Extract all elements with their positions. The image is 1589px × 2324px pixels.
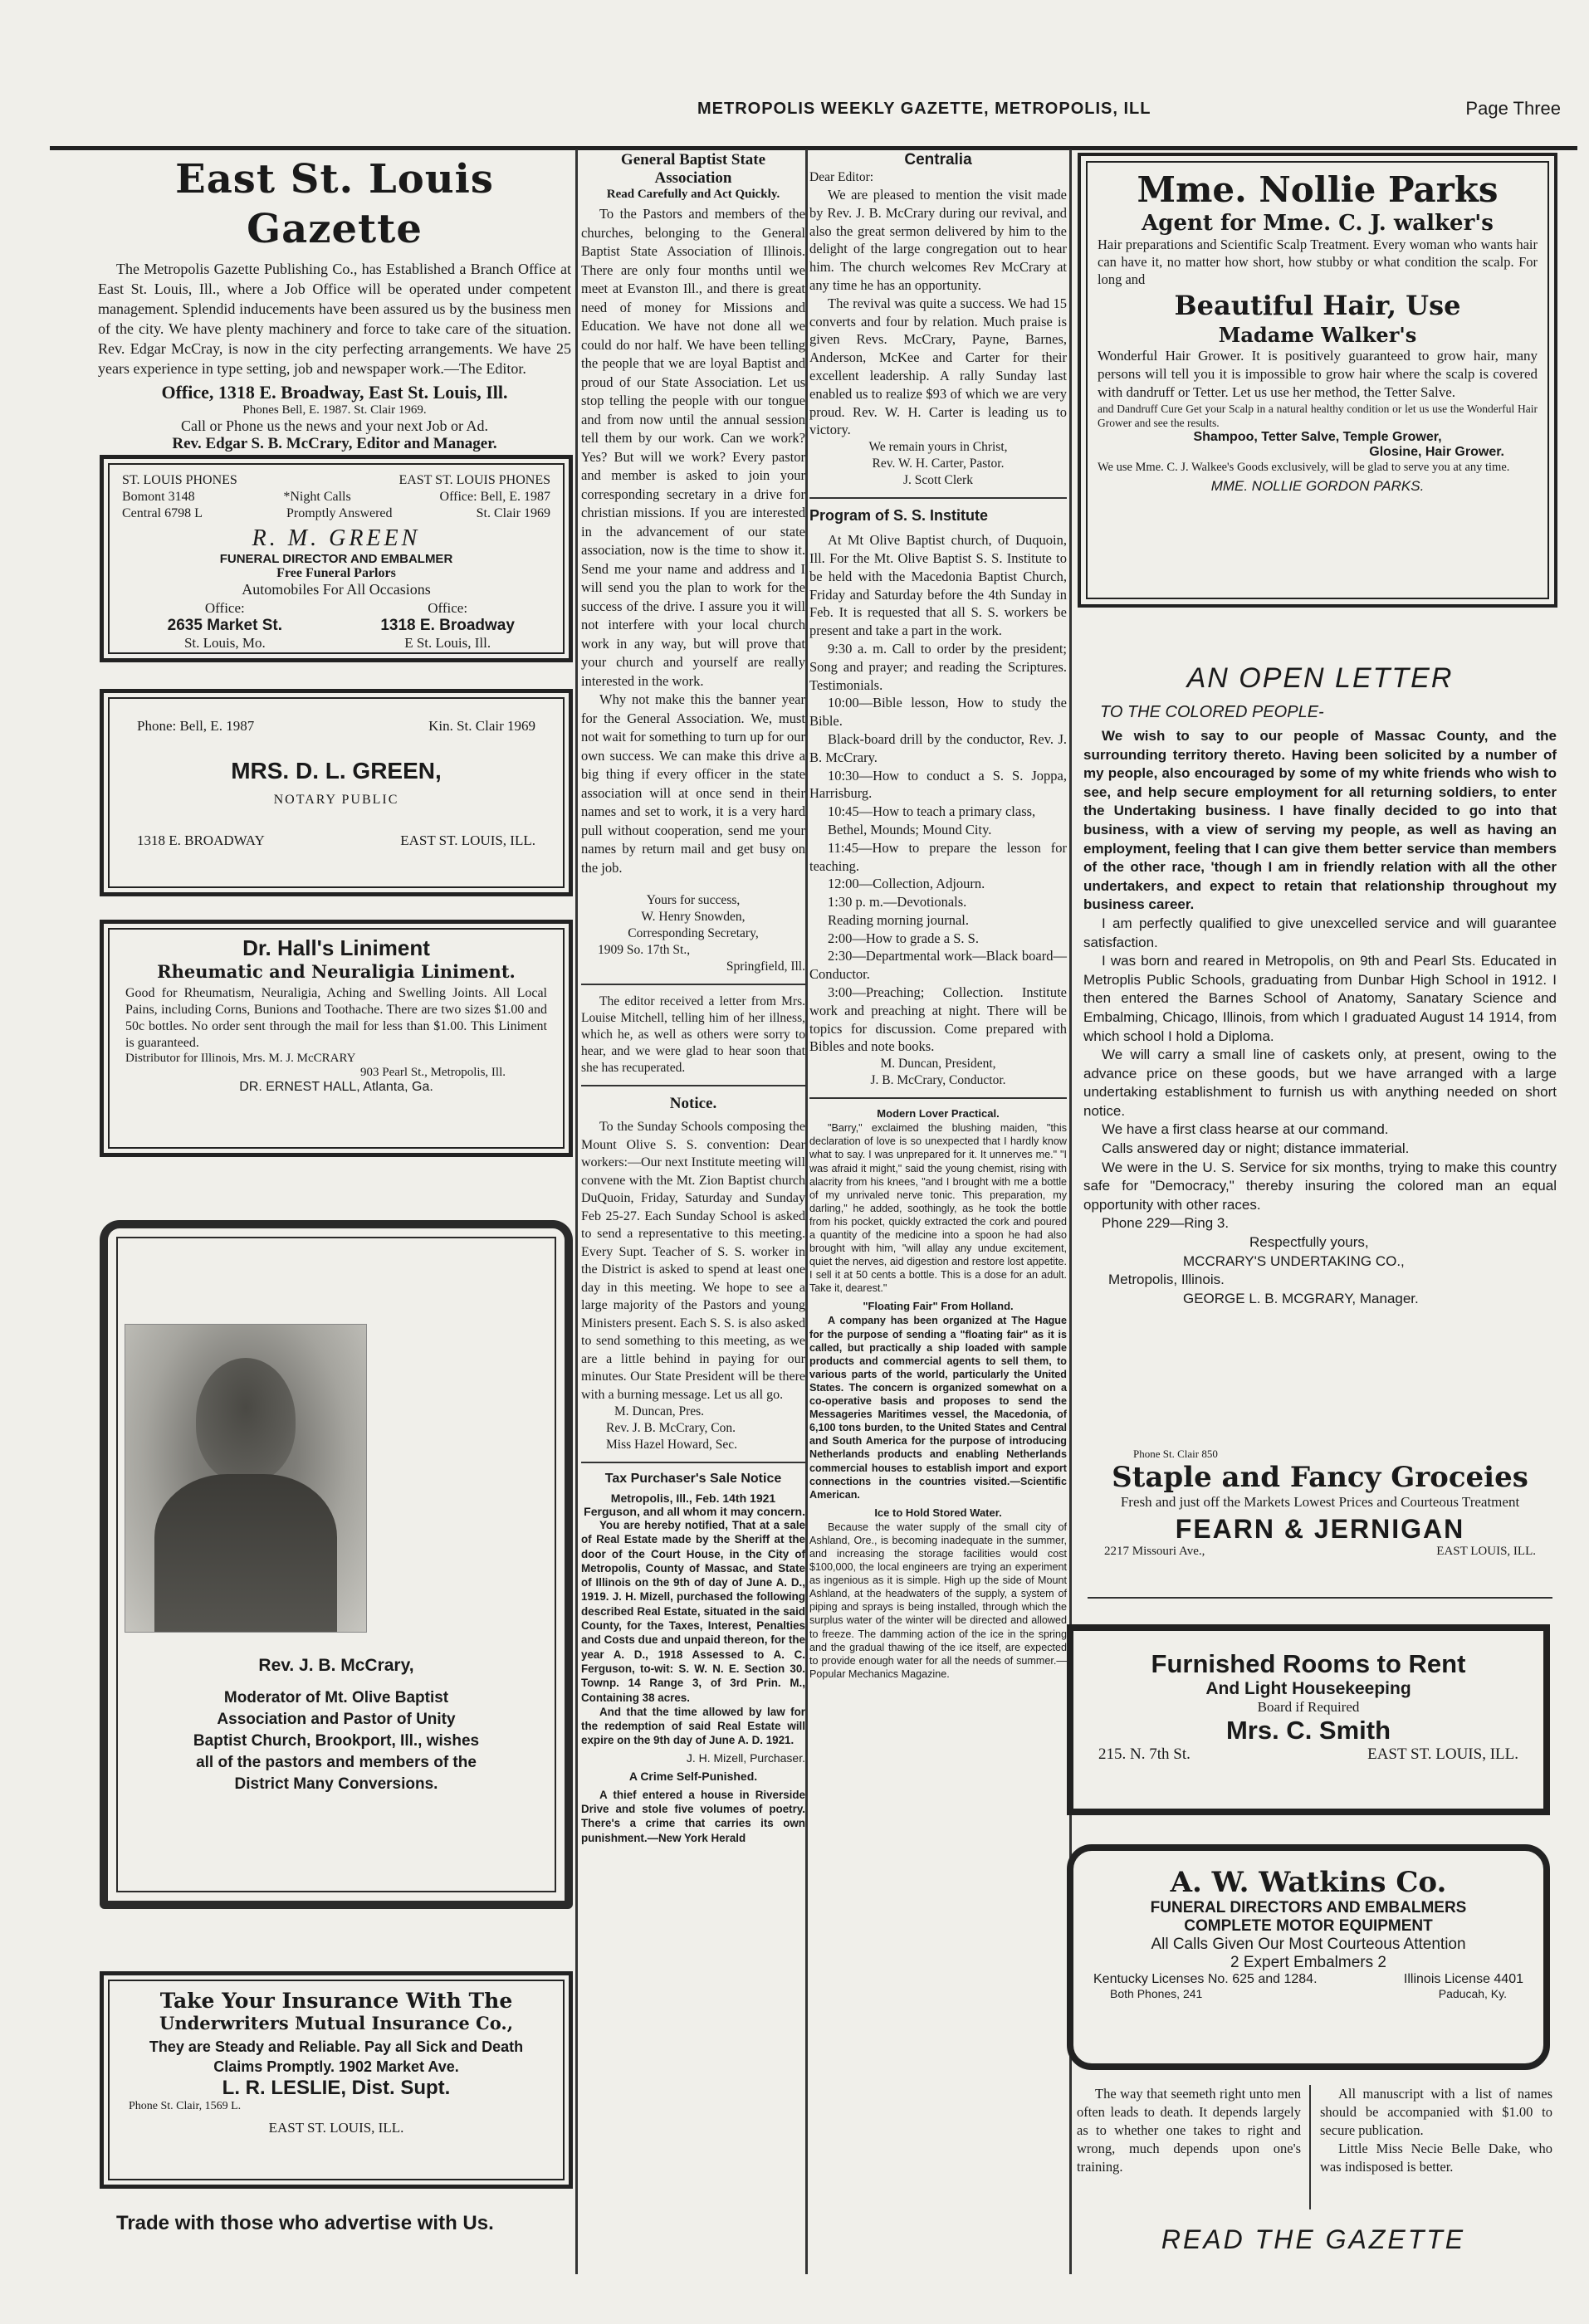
program-item: 11:45—How to prepare the lesson for teaching. xyxy=(809,839,1067,874)
column-rule xyxy=(575,149,578,2274)
parks-products: Shampoo, Tetter Salve, Temple Grower, xyxy=(1193,430,1442,444)
notary-phone-left: Phone: Bell, E. 1987 xyxy=(137,718,255,734)
portrait-caption-block xyxy=(125,1656,548,1795)
divider xyxy=(809,1097,1067,1099)
notary-name: MRS. D. L. GREEN, xyxy=(231,758,442,784)
rooms-city: EAST ST. LOUIS, ILL. xyxy=(1367,1745,1518,1763)
gazette-phones: Phones Bell, E. 1987. St. Clair 1969. xyxy=(242,403,427,417)
office1-label: Office: xyxy=(204,600,245,616)
parks-madame: Madame Walker's xyxy=(1218,323,1417,347)
portrait-head xyxy=(196,1358,296,1482)
page-number: Page Three xyxy=(1465,98,1561,119)
program-sig-1: M. Duncan, President, xyxy=(880,1057,996,1072)
green-title: FUNERAL DIRECTOR AND EMBALMER xyxy=(219,552,453,566)
assoc-role: Corresponding Secretary, xyxy=(628,926,759,940)
parks-body-2: Wonderful Hair Grower. It is positively guaranteed to grow hair, many persons will tell you it is impossible to grow hair where the scalp is covered with dandruff or Tetter. Let us use her method, the Tetter Salve. xyxy=(1098,348,1538,400)
ice-title: Ice to Hold Stored Water. xyxy=(874,1506,1002,1519)
grocery-addr: 2217 Missouri Ave., xyxy=(1104,1545,1205,1558)
insurance-title: Take Your Insurance With The xyxy=(159,1989,513,2013)
promptly-answered: Promptly Answered xyxy=(286,506,393,520)
masthead xyxy=(50,90,1577,150)
notice-sig-3: Miss Hazel Howard, Sec. xyxy=(606,1438,737,1452)
insurance-agent: L. R. LESLIE, Dist. Supt. xyxy=(222,2077,451,2099)
centralia-sig-2: J. Scott Clerk xyxy=(903,473,973,488)
gazette-call: Call or Phone us the news and your next Job or Ad. xyxy=(181,417,488,434)
green-funeral-ad xyxy=(100,455,573,662)
centralia-body-2: The revival was quite a success. We had 15 converts and four by relation. Much praise is given Revs. McCrary, Payne, Barnes, Anderson, McKee and Carter for their excellent leadership. A rally Sunday last enabled us to realize $93 of which we are very proud. Rev. W. H. Carter is leading us to victory. xyxy=(809,295,1067,438)
notice-sig-2: Rev. J. B. McCrary, Con. xyxy=(606,1421,736,1435)
centralia-sig-1: Rev. W. H. Carter, Pastor. xyxy=(872,456,1005,471)
notice-body: To the Sunday Schools composing the Mount Olive S. S. convention: Dear workers:—Our next Institute meeting will convene with the Mt. Zion Baptist church DuQuoin, Friday, Saturday and Sunday Feb 25-27. Each Sunday School is asked to send a representative to this meeting. Every Supt. Teacher of S. S. worker in the District is asked to spend at least one day in this meeting. We hope to see a large majority of the Pastors and young Ministers present. Each S. S. is also asked to send something to this meeting, as we are a little behind in paying for our minutes. Our State President will be there with a burning message. Let us all go. xyxy=(581,1120,805,1402)
office1-addr: 2635 Market St. xyxy=(167,617,283,634)
letter-p3: I was born and reared in Metropolis, on 9th and Pearl Sts. Educated in Metroplis Public Schools, graduating from Dunbar High School in 1912. I then entered the Barnes School of Anatomy, Sanatary Science and Embalming, Chicago, Illinois, from which I graduated August 14 1914, from which school I hold a Diploma. xyxy=(1083,953,1557,1044)
notary-title: NOTARY PUBLIC xyxy=(273,793,399,807)
program-items xyxy=(809,640,1067,1056)
letter-p7: We were in the U. S. Service for six months, trying to make this country safe for "Democracy," thereby insuring the colored man an equal opportunity with other races. xyxy=(1083,1159,1557,1213)
tax-title: Tax Purchaser's Sale Notice xyxy=(604,1472,782,1486)
green-autos: Automobiles For All Occasions xyxy=(242,581,431,598)
parks-title: Mme. Nollie Parks xyxy=(1137,169,1499,210)
dake-note: Little Miss Necie Belle Dake, who was indisposed is better. xyxy=(1320,2141,1552,2175)
column-rule xyxy=(805,149,808,2274)
watkins-l5b: Illinois License 4401 xyxy=(1403,1972,1523,1986)
liniment-ad xyxy=(100,920,573,1157)
stl-phones: ST. LOUIS PHONES xyxy=(122,473,237,487)
letter-p2: I am perfectly qualified to give unexcelled service and will guarantee satisfaction. xyxy=(1083,915,1557,950)
program-item: 2:30—Departmental work—Black board—Conductor. xyxy=(809,948,1067,983)
trade-slogan: Trade with those who advertise with Us. xyxy=(116,2212,494,2234)
watkins-l6b: Paducah, Ky. xyxy=(1438,1987,1507,2000)
tax-to: Ferguson, and all whom it may concern. xyxy=(584,1505,805,1518)
office2-city: E St. Louis, Ill. xyxy=(404,635,491,651)
green-parlors: Free Funeral Parlors xyxy=(276,566,396,580)
portrait-name: Rev. J. B. McCrary, xyxy=(258,1656,414,1675)
column-left xyxy=(98,149,571,453)
liniment-subtitle: Rheumatic and Neuraligia Liniment. xyxy=(157,961,516,982)
watkins-title: A. W. Watkins Co. xyxy=(1170,1866,1447,1899)
office2-addr: 1318 E. Broadway xyxy=(380,617,515,634)
assoc-kicker: Read Carefully and Act Quickly. xyxy=(606,188,780,201)
parks-body-3: and Dandruff Cure Get your Scalp in a natural healthy condition or let us use the Wonderful Hair Grower and see the results. xyxy=(1098,403,1538,429)
program-body: At Mt Olive Baptist church, of Duquoin, Ill. For the Mt. Olive Baptist S. S. Institute to be held with the Macedonia Baptist Church, Friday and Saturday before the 4th Sunday in Feb. It is requested that all S. S. workers be present and take a part in the work. xyxy=(809,532,1067,639)
lover-body: "Barry," exclaimed the blushing maiden, "this declaration of love is so unexpected that I hardly know what to say. I was unprepared for it. It unnerves me." "I was afraid it might," said the young chemist, rising with alacrity from his knees, "and I brought with me a bottle of my unrivaled nerve tonic. This preparation, my darling," he added, soothingly, as he took the bottle from his pocket, quickly extracted the cork and poured a quantity of the medicine into a spoon he had also brought with him, "will allay any undue excitement, quiet the nerves, aid digestion and restore lost appetite. I sell it at 50 cents a bottle. This is a dose for an adult. Take it, dearest." xyxy=(809,1122,1067,1295)
parks-body-4: We use Mme. C. J. Walkee's Goods exclusively, will be glad to serve you at any time. xyxy=(1098,461,1510,474)
assoc-title: General Baptist State Association xyxy=(620,151,766,187)
liniment-doctor: DR. ERNEST HALL, Atlanta, Ga. xyxy=(239,1080,433,1094)
watkins-l4: 2 Expert Embalmers 2 xyxy=(1230,1954,1386,1971)
tax-dateline: Metropolis, Ill., Feb. 14th 1921 xyxy=(610,1492,776,1505)
notary-phone-right: Kin. St. Clair 1969 xyxy=(428,718,535,734)
centralia-greeting: Dear Editor: xyxy=(809,170,874,184)
letter-company: MCCRARY'S UNDERTAKING CO., xyxy=(1183,1252,1405,1269)
liniment-title: Dr. Hall's Liniment xyxy=(242,935,430,960)
program-item: 2:00—How to grade a S. S. xyxy=(828,930,979,946)
letter-p1: We wish to say to our people of Massac County, and the surrounding territory thereto. Having been solicited by a number of my people, also encouraged by some of my white friends who wish to see, and help secure employment for all returning soldiers, to enter the Undertaking business. I have finally decided to go into that business, with a view of serving my people, as well as having an employment, feeling that I can give them better service than members of the other race, 'though I am in friendly relation with all the other undertakers, and expect to retain that relationship throughout my business career. xyxy=(1083,728,1557,913)
stclair-phone: St. Clair 1969 xyxy=(476,506,550,520)
centralia-body-1: We are pleased to mention the visit made by Rev. J. B. McCrary during our revival, and also the great sermon delivered by him to the delight of the large congregation out to hear him. The church welcomes Rev McCrary at any time he has an opportunity. xyxy=(809,187,1067,293)
green-name: R. M. GREEN xyxy=(252,525,421,551)
assoc-city: Springfield, Ill. xyxy=(726,959,805,974)
program-item: Black-board drill by the conductor, Rev. J. B. McCrary. xyxy=(809,730,1067,765)
insurance-body: They are Steady and Reliable. Pay all Sick and Death Claims Promptly. 1902 Market Ave. xyxy=(149,2038,524,2075)
grocery-ad xyxy=(1088,1448,1552,1599)
assoc-addr: 1909 So. 17th St., xyxy=(598,943,691,957)
watkins-l1: FUNERAL DIRECTORS AND EMBALMERS xyxy=(1150,1899,1467,1916)
centralia-closing: We remain yours in Christ, xyxy=(868,440,1008,455)
grocery-phone: Phone St. Clair 850 xyxy=(1133,1448,1218,1460)
rooms-name: Mrs. C. Smith xyxy=(1225,1716,1391,1745)
fair-title: "Floating Fair" From Holland. xyxy=(863,1300,1014,1313)
assoc-closing: Yours for success, xyxy=(646,893,741,907)
column-middle-right xyxy=(809,151,1067,1681)
fair-body: A company has been organized at The Hague for the purpose of sending a "floating fair" as it is called, but practically a ship loaded with sample products and commercial agents to sell them, to various parts of the world, particularly the United States. The concern is organized somewhat on a co-operative basis and proposes to send the Messageries Maritimes vessel, the Macedonia, of 6,100 tons burden, to the United States and Central and South America for the purpose of introducing Netherlands products and enabling Netherlands commercial houses to establish import and export connections in the countries visited.—Scientific American. xyxy=(809,1315,1067,1501)
letter-title: AN OPEN LETTER xyxy=(1186,662,1454,694)
gazette-announcement: The Metropolis Gazette Publishing Co., has Established a Branch Office at East St. Louis, Ill., where a Job Office will be operated under competent management. Splendid inducements have been assured us by the business men of the city. We have plenty machinery and force to take care of the situation. Rev. Edgar McCray, is now in the city perfecting arrangements. We have 25 years experience in type setting, job and newspaper work.—The Editor. xyxy=(98,261,571,377)
editor-note: The editor received a letter from Mrs. Louise Mitchell, telling him of her illness, which he, as well as others were sorry to hear, and we were glad to hear soon that she has recuperated. xyxy=(581,994,805,1075)
open-letter xyxy=(1083,662,1557,1308)
column-rule xyxy=(1309,2085,1311,2209)
central-phone: Central 6798 L xyxy=(122,506,203,520)
notary-ad xyxy=(100,689,573,896)
watkins-l6a: Both Phones, 241 xyxy=(1110,1987,1203,2000)
parks-body-1: Hair preparations and Scientific Scalp Treatment. Every woman who wants hair can have it, no matter how short, how stubby or what condition the scalp. For long and xyxy=(1098,237,1538,287)
letter-p4: We will carry a small line of caskets only, at present, owing to the advance price on these goods, but we have arranged with a large undertaking establishment to furnish us with anything needed on short notice. xyxy=(1083,1047,1557,1119)
portrait-caption: Moderator of Mt. Olive Baptist Association and Pastor of Unity Baptist Church, Brookport, Ill., wishes all of the pastors and members of the District Many Conversions. xyxy=(193,1689,480,1793)
notice-title: Notice. xyxy=(669,1095,717,1112)
watkins-l3: All Calls Given Our Most Courteous Attention xyxy=(1151,1936,1466,1953)
estl-phones: EAST ST. LOUIS PHONES xyxy=(398,473,550,487)
masthead-title: METROPOLIS WEEKLY GAZETTE, METROPOLIS, ILL xyxy=(697,100,1151,118)
grocery-name: FEARN & JERNIGAN xyxy=(1175,1514,1465,1544)
letter-city: Metropolis, Illinois. xyxy=(1108,1272,1225,1288)
crime-title: A Crime Self-Punished. xyxy=(628,1769,758,1783)
gazette-office: Office, 1318 E. Broadway, East St. Louis, Ill. xyxy=(161,382,508,403)
program-item: 9:30 a. m. Call to order by the president; Song and prayer; and reading the Scriptures. Testimonials. xyxy=(809,640,1067,693)
bomont-phone: Bomont 3148 xyxy=(122,490,195,504)
letter-phone: Phone 229—Ring 3. xyxy=(1102,1215,1230,1232)
parks-sign: MME. NOLLIE GORDON PARKS. xyxy=(1210,478,1425,494)
assoc-body-2: Why not make this the banner year for the General Association. We, must not wait for something to turn up for our own success. We can make this drive a big thing if every officer in the state association will at once send in their names and set to work, it is a very hard pull without cooperation, send me your names by return mail and get busy on the job. xyxy=(581,691,805,876)
liniment-distributor: Distributor for Illinois, Mrs. M. J. McCRARY xyxy=(125,1052,356,1065)
crime-body: A thief entered a house in Riverside Drive and stole five volumes of poetry. There's a crime that carries its own punishment.—New York Herald xyxy=(581,1788,805,1844)
program-item: 3:00—Preaching; Collection. Institute work and preaching at night. There will be topics for discussion. Come prepared with Bibles and note books. xyxy=(809,984,1067,1055)
program-item: 12:00—Collection, Adjourn. xyxy=(828,876,985,892)
letter-p6: Calls answered day or night; distance immaterial. xyxy=(1102,1140,1410,1157)
notes-block xyxy=(1320,2085,1552,2176)
program-item: 1:30 p. m.—Devotionals. xyxy=(828,894,967,911)
watkins-l5a: Kentucky Licenses No. 625 and 1284. xyxy=(1093,1972,1318,1986)
gazette-title: East St. Louis Gazette xyxy=(175,156,494,252)
ice-body: Because the water supply of the small city of Ashland, Ore., is becoming inadequate in the summer, and increasing the storage facilities would cost $100,000, the local engineers are trying an experiment as ingenious as it is simple. High up the side of Mount Ashland, at the headwaters of the supply, a system of piping and sprays is being installed, through which the surplus water of the winter will be directed and allowed to freeze. The damming action of the ice in the spring and the gradual thawing of the ice itself, are expected to provide enough water for all the needs of summer.—Popular Mechanics Magazine. xyxy=(809,1521,1067,1680)
tax-body-2: And that the time allowed by law for the redemption of said Real Estate will expire on the 9th day of June A. D. 1921. xyxy=(581,1705,805,1747)
grocery-title: Staple and Fancy Groceies xyxy=(1112,1461,1528,1494)
tax-body: You are hereby notified, That at a sale of Real Estate made by the Sheriff at the door of the Court House, in the City of Metropolis, County of Massac, and State of Illinois on the 9th of day of June A. D., 1919. J. H. Mizell, purchased the following described Real Estate, situated in the said County, for the Taxes, Interest, Penalties and Costs due and unpaid thereon, for the year A. D., 1918 Assessed to A. C. Ferguson, to-wit: S. W. N. E. Section 30. Townp. 14 Range 3, of 3rd Prin. M., Containing 38 acres. xyxy=(581,1519,805,1704)
grocery-tag: Fresh and just off the Markets Lowest Prices and Courteous Treatment xyxy=(1120,1494,1520,1510)
parks-ad xyxy=(1078,153,1557,608)
insurance-city: EAST ST. LOUIS, ILL. xyxy=(268,2120,404,2136)
watkins-ad xyxy=(1067,1844,1550,2070)
parks-agent: Agent for Mme. C. J. walker's xyxy=(1142,211,1494,236)
notary-addr-left: 1318 E. BROADWAY xyxy=(137,832,265,848)
column-middle-left xyxy=(581,151,805,1845)
letter-salutation: TO THE COLORED PEOPLE- xyxy=(1100,703,1324,721)
office-bell: Office: Bell, E. 1987 xyxy=(439,490,550,504)
letter-closing: Respectfully yours, xyxy=(1249,1234,1369,1251)
watkins-l2: COMPLETE MOTOR EQUIPMENT xyxy=(1184,1917,1433,1935)
insurance-company: Underwriters Mutual Insurance Co., xyxy=(159,2013,513,2034)
portrait-body xyxy=(154,1474,337,1632)
program-item: 10:30—How to conduct a S. S. Joppa, Harrisburg. xyxy=(809,767,1067,802)
divider xyxy=(581,984,805,985)
program-item: Reading morning journal. xyxy=(828,911,970,928)
parks-headline: Beautiful Hair, Use xyxy=(1174,290,1461,321)
centralia-title: Centralia xyxy=(904,151,972,168)
program-item: 10:00—Bible lesson, How to study the Bible. xyxy=(809,695,1067,730)
maxim: The way that seemeth right unto men often leads to death. It depends largely as to whether one takes to right and wrong, much depends upon one's training. xyxy=(1077,2086,1301,2175)
program-item: 10:45—How to teach a primary class, xyxy=(828,803,1036,820)
program-sig-2: J. B. McCrary, Conductor. xyxy=(870,1073,1006,1088)
program-title: Program of S. S. Institute xyxy=(809,507,989,525)
manuscript-note: All manuscript with a list of names should be accompanied with $1.00 to secure publication. xyxy=(1320,2086,1552,2138)
office1-city: St. Louis, Mo. xyxy=(183,635,266,651)
divider xyxy=(809,497,1067,499)
night-calls: *Night Calls xyxy=(283,490,351,504)
parks-glosine: Glosine, Hair Grower. xyxy=(1369,445,1504,459)
divider xyxy=(581,1462,805,1463)
liniment-body: Good for Rheumatism, Neuraligia, Aching and Swelling Joints. All Local Pains, including Corns, Bunions and Toothache. There are two sizes $1.00 and 50c bottles. No order sent through the mail for less than $1.00. This Liniment is guaranteed. xyxy=(125,986,547,1050)
rooms-board: Board if Required xyxy=(1257,1699,1360,1715)
divider xyxy=(581,1085,805,1086)
letter-manager: GEORGE L. B. MCGRARY, Manager. xyxy=(1183,1290,1419,1306)
tax-sign: J. H. Mizell, Purchaser. xyxy=(686,1750,805,1765)
office2-label: Office: xyxy=(428,600,468,616)
lover-title: Modern Lover Practical. xyxy=(877,1107,1000,1120)
rooms-ad xyxy=(1067,1624,1550,1815)
notice-sig-1: M. Duncan, Pres. xyxy=(614,1404,705,1418)
maxim-block xyxy=(1077,2085,1301,2176)
rooms-sub: And Light Housekeeping xyxy=(1205,1679,1411,1698)
rooms-addr: 215. N. 7th St. xyxy=(1098,1745,1191,1763)
letter-p5: We have a first class hearse at our command. xyxy=(1102,1121,1389,1138)
insurance-phone: Phone St. Clair, 1569 L. xyxy=(129,2100,242,2112)
gazette-editor: Rev. Edgar S. B. McCrary, Editor and Manager. xyxy=(172,435,497,452)
assoc-body-1: To the Pastors and members of the churches, belonging to the General Baptist State Association of Illinois. There are only four months until we meet at Evanston Ill., and there is great need of money for Missions and Education. We have not done all we could do nor half. We have been telling the people that we are loyal Baptist and proud of our State Association. Let us stop telling the people with our tongue and from now until the annual session tell them by our work. Can we work? Yes? But will we work? Every pastor and member is asked to join your corresponding secretary in a drive for christian missions. If you are interested in the advancement of our state association, now is the time to show it. Send me your name and address and I will send you the plan to work for the success of the drive. I assure you it will not interfere with your local church work in any way, but will prove that your church and yourself are really interested in the work. xyxy=(581,206,805,689)
insurance-ad xyxy=(100,1971,573,2189)
notary-addr-right: EAST ST. LOUIS, ILL. xyxy=(400,832,535,848)
liniment-address: 903 Pearl St., Metropolis, Ill. xyxy=(360,1066,506,1079)
program-item: Bethel, Mounds; Mound City. xyxy=(828,821,992,837)
read-the-gazette: READ THE GAZETTE xyxy=(1161,2224,1466,2254)
portrait-photo xyxy=(125,1324,367,1633)
assoc-sign: W. Henry Snowden, xyxy=(641,910,746,924)
grocery-city: EAST LOUIS, ILL. xyxy=(1436,1545,1536,1558)
rooms-title: Furnished Rooms to Rent xyxy=(1151,1649,1466,1678)
